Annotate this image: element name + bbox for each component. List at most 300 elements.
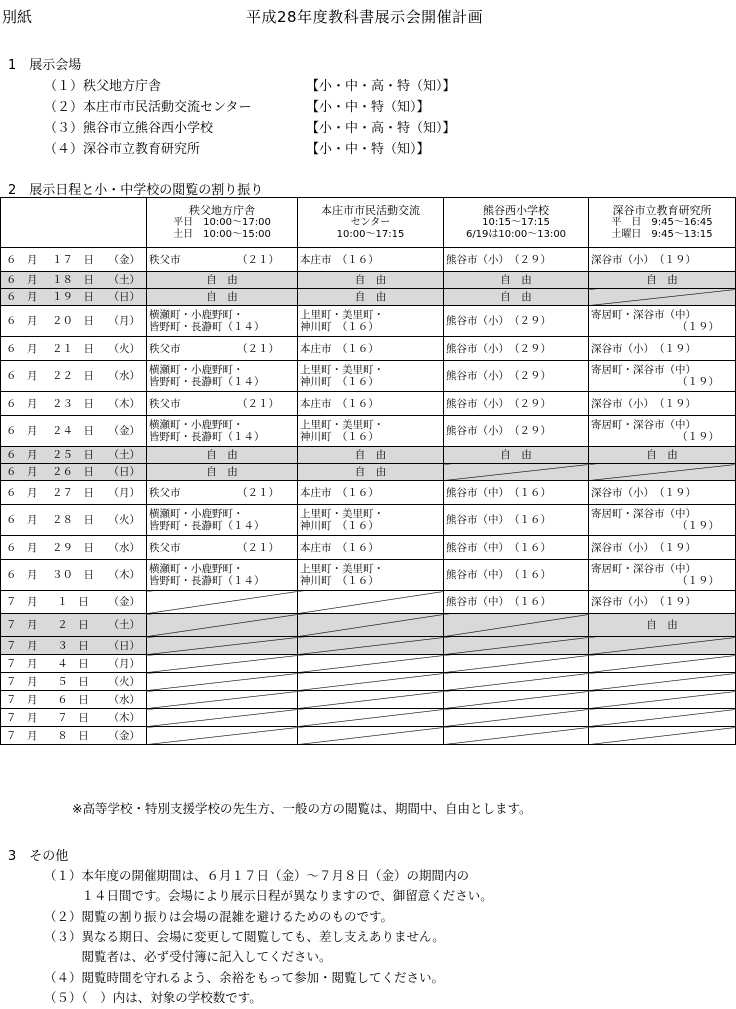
other-line: （５）（ ）内は、対象の学校数です。 — [44, 990, 262, 1005]
cell-kumagaya — [444, 361, 589, 392]
group-name: 上里町・美里町・ — [300, 364, 384, 376]
date-month: ７ 月 — [6, 619, 38, 631]
cell-closed — [444, 637, 589, 655]
cell-kumagaya — [444, 505, 589, 536]
cell-fukaya — [589, 361, 736, 392]
cell-fukaya — [589, 505, 736, 536]
cell-free: 自 由 — [444, 447, 589, 464]
cell-free: 自 由 — [589, 447, 736, 464]
header-venue — [298, 198, 444, 248]
date-weekday: （金） — [108, 729, 140, 742]
school-count: （１６） — [342, 541, 379, 554]
cell-honjo — [298, 560, 444, 591]
date-month: ６ 月 — [6, 397, 38, 410]
school-count: （１６） — [342, 321, 379, 333]
date-day: １ 日 — [57, 596, 89, 608]
cell-kumagaya — [444, 591, 589, 614]
date-weekday: （水） — [108, 693, 140, 706]
group-name: 神川町 — [300, 575, 332, 587]
school-count: （１６） — [342, 397, 379, 410]
cell-closed — [444, 464, 589, 481]
school-count: （１６） — [342, 253, 379, 266]
other-line: （４）閲覧時間を守れるよう、余裕をもって参加・閲覧してください。 — [44, 970, 445, 985]
cell-chichibu — [147, 306, 298, 337]
date-weekday: （水） — [108, 370, 140, 382]
table-row — [1, 637, 736, 655]
group-name: 寄居町・深谷市（中） — [591, 309, 696, 321]
cell-chichibu — [147, 416, 298, 447]
cell-honjo — [298, 505, 444, 536]
cell-fukaya — [589, 248, 736, 272]
date-cell — [1, 289, 147, 306]
group-name: 深谷市（小） — [591, 253, 649, 266]
header-corner — [1, 198, 147, 248]
header-venue-hours: 10:15～17:15 — [482, 216, 550, 228]
header-venue-name: 本庄市市民活動交流 — [321, 203, 420, 217]
cell-fukaya — [589, 337, 736, 361]
group-name: 横瀬町・小鹿野町・ — [149, 364, 244, 376]
header-venue-name: 熊谷西小学校 — [483, 203, 549, 217]
venue-tag: 【小・中・特（知）】 — [306, 100, 430, 115]
cell-honjo — [298, 306, 444, 337]
cell-free: 自 由 — [444, 289, 589, 306]
cell-closed — [589, 709, 736, 727]
date-day: ２２ 日 — [52, 370, 94, 382]
date-day: １９ 日 — [52, 291, 94, 303]
date-cell — [1, 536, 147, 560]
school-count: （２９） — [514, 342, 551, 355]
date-cell — [1, 655, 147, 673]
general-note: ※高等学校・特別支援学校の先生方、一般の方の閲覧は、期間中、自由とします。 — [72, 801, 532, 816]
section1-heading: 1 展示会場 — [8, 58, 82, 73]
school-count: （１６） — [514, 514, 551, 526]
cell-closed — [589, 289, 736, 306]
group-name: 深谷市（小） — [591, 397, 649, 410]
header-row — [1, 198, 736, 248]
cell-free: 自 由 — [298, 464, 444, 481]
group-name: 寄居町・深谷市（中） — [591, 563, 696, 575]
table-row — [1, 289, 736, 306]
group-name: 深谷市（小） — [591, 541, 649, 554]
group-name: 深谷市（小） — [591, 486, 649, 499]
group-name: 熊谷市（小） — [446, 425, 504, 437]
date-cell — [1, 560, 147, 591]
cell-honjo — [298, 337, 444, 361]
group-name: 上里町・美里町・ — [300, 309, 384, 321]
group-name: 横瀬町・小鹿野町・ — [149, 419, 244, 431]
date-day: １７ 日 — [52, 253, 94, 266]
school-count: （１６） — [342, 342, 379, 355]
date-weekday: （日） — [108, 291, 140, 303]
cell-kumagaya — [444, 337, 589, 361]
date-weekday: （金） — [108, 253, 140, 266]
table-row — [1, 614, 736, 637]
school-count: （１９） — [677, 376, 719, 388]
cell-closed — [147, 691, 298, 709]
date-cell — [1, 591, 147, 614]
cell-closed — [589, 673, 736, 691]
date-weekday: （土） — [108, 449, 140, 461]
cell-kumagaya — [444, 392, 589, 416]
group-name: 熊谷市（中） — [446, 541, 504, 554]
cell-closed — [298, 673, 444, 691]
group-name: 秩父市 — [149, 486, 181, 499]
table-row — [1, 337, 736, 361]
group-name: 神川町 — [300, 376, 332, 388]
cell-free: 自 由 — [298, 447, 444, 464]
table-row — [1, 505, 736, 536]
date-month: ６ 月 — [6, 425, 38, 437]
cell-closed — [298, 655, 444, 673]
venue-tag: 【小・中・特（知）】 — [306, 142, 430, 157]
cell-free: 自 由 — [589, 272, 736, 289]
school-count: （１６） — [514, 569, 551, 581]
date-weekday: （月） — [108, 657, 140, 670]
school-count: （２９） — [514, 425, 551, 437]
table-row — [1, 536, 736, 560]
group-name: 熊谷市（中） — [446, 514, 504, 526]
group-name: 皆野町・長瀞町（１４） — [149, 575, 265, 587]
date-weekday: （月） — [108, 486, 140, 499]
other-line: 閲覧者は、必ず受付簿に記入してください。 — [44, 949, 332, 964]
cell-closed — [589, 637, 736, 655]
cell-chichibu — [147, 560, 298, 591]
school-count: （２９） — [514, 253, 551, 266]
cell-honjo — [298, 361, 444, 392]
cell-kumagaya — [444, 560, 589, 591]
cell-fukaya — [589, 416, 736, 447]
venue-name: （１）秩父地方庁舎 — [44, 79, 162, 94]
date-day: ３ 日 — [57, 639, 89, 652]
date-cell — [1, 306, 147, 337]
date-cell — [1, 361, 147, 392]
date-weekday: （火） — [108, 342, 140, 355]
cell-fukaya — [589, 392, 736, 416]
group-name: 神川町 — [300, 321, 332, 333]
other-line: （１）本年度の開催期間は、６月１７日（金）～７月８日（金）の期間内の — [44, 868, 470, 883]
table-row — [1, 727, 736, 745]
venue-tag: 【小・中・高・特（知）】 — [306, 79, 456, 94]
cell-chichibu — [147, 392, 298, 416]
header-venue-name-cont: センター — [350, 216, 391, 228]
date-month: ７ 月 — [6, 729, 38, 742]
date-day: ７ 日 — [57, 711, 89, 724]
cell-closed — [298, 637, 444, 655]
date-weekday: （金） — [108, 596, 140, 608]
school-count: （２１） — [237, 397, 279, 410]
group-name: 熊谷市（中） — [446, 596, 504, 608]
group-name: 本庄市 — [300, 253, 332, 266]
cell-honjo — [298, 536, 444, 560]
header-venue-hours: 6/19は10:00～13:00 — [465, 228, 567, 240]
date-day: ６ 日 — [57, 693, 89, 706]
cell-closed — [298, 709, 444, 727]
date-weekday: （土） — [108, 274, 140, 286]
cell-honjo — [298, 248, 444, 272]
school-count: （２１） — [237, 253, 279, 266]
group-name: 神川町 — [300, 431, 332, 443]
school-count: （１６） — [514, 486, 551, 499]
table-row — [1, 464, 736, 481]
group-name: 寄居町・深谷市（中） — [591, 508, 696, 520]
cell-chichibu — [147, 337, 298, 361]
group-name: 熊谷市（小） — [446, 253, 504, 266]
venue-name: （２）本庄市市民活動交流センター — [44, 100, 252, 115]
cell-free: 自 由 — [147, 447, 298, 464]
date-month: ６ 月 — [6, 569, 38, 581]
cell-honjo — [298, 481, 444, 505]
date-weekday: （土） — [108, 619, 140, 631]
date-month: ６ 月 — [6, 315, 38, 327]
school-count: （２９） — [514, 397, 551, 410]
date-day: ２７ 日 — [52, 486, 94, 499]
date-weekday: （日） — [108, 466, 140, 478]
table-row — [1, 591, 736, 614]
cell-fukaya — [589, 536, 736, 560]
school-count: （１９） — [659, 342, 696, 355]
cell-closed — [589, 655, 736, 673]
table-row — [1, 673, 736, 691]
cell-closed — [147, 614, 298, 637]
school-count: （１６） — [514, 541, 551, 554]
cell-kumagaya — [444, 248, 589, 272]
cell-chichibu — [147, 481, 298, 505]
group-name: 上里町・美里町・ — [300, 419, 384, 431]
header-venue-hours: 10:00～17:15 — [336, 228, 405, 240]
date-cell — [1, 673, 147, 691]
cell-free: 自 由 — [147, 272, 298, 289]
header-venue — [589, 198, 736, 248]
group-name: 本庄市 — [300, 342, 332, 355]
date-weekday: （火） — [108, 675, 140, 688]
school-count: （１６） — [342, 575, 379, 587]
date-day: ２５ 日 — [52, 449, 94, 461]
other-line: （３）異なる期日、会場に変更して閲覧しても、差し支えありません。 — [44, 929, 445, 944]
cell-free: 自 由 — [298, 289, 444, 306]
date-month: ７ 月 — [6, 639, 38, 652]
cell-free: 自 由 — [589, 614, 736, 637]
date-day: ８ 日 — [57, 729, 89, 742]
cell-closed — [147, 637, 298, 655]
cell-closed — [147, 591, 298, 614]
date-day: ２６ 日 — [52, 466, 94, 478]
group-name: 本庄市 — [300, 397, 332, 410]
cell-free: 自 由 — [444, 272, 589, 289]
table-row — [1, 416, 736, 447]
group-name: 熊谷市（小） — [446, 397, 504, 410]
date-day: ２９ 日 — [52, 541, 94, 554]
date-weekday: （水） — [108, 541, 140, 554]
table-row — [1, 691, 736, 709]
venue-tag: 【小・中・高・特（知）】 — [306, 121, 456, 136]
cell-fukaya — [589, 560, 736, 591]
school-count: （１９） — [659, 541, 696, 554]
table-row — [1, 709, 736, 727]
cell-kumagaya — [444, 481, 589, 505]
date-month: ６ 月 — [6, 514, 38, 526]
date-month: ６ 月 — [6, 342, 38, 355]
group-name: 神川町 — [300, 520, 332, 532]
cell-closed — [298, 591, 444, 614]
header-venue-hours: 土日 10:00～15:00 — [173, 228, 271, 240]
schedule-table — [0, 197, 736, 745]
table-row — [1, 481, 736, 505]
cell-closed — [298, 691, 444, 709]
school-count: （１６） — [342, 486, 379, 499]
cell-fukaya — [589, 306, 736, 337]
document-title: 平成28年度教科書展示会開催計画 — [246, 8, 484, 26]
header-venue — [444, 198, 589, 248]
cell-closed — [589, 691, 736, 709]
cell-closed — [444, 709, 589, 727]
cell-closed — [147, 673, 298, 691]
date-day: ２３ 日 — [52, 397, 94, 410]
date-day: ４ 日 — [57, 657, 89, 670]
date-month: ７ 月 — [6, 711, 38, 724]
school-count: （２９） — [514, 315, 551, 327]
cell-closed — [444, 655, 589, 673]
date-weekday: （日） — [108, 639, 140, 652]
cell-kumagaya — [444, 536, 589, 560]
table-row — [1, 560, 736, 591]
table-row — [1, 248, 736, 272]
header-venue-hours: 平日 10:00～17:00 — [173, 216, 271, 228]
date-day: ２８ 日 — [52, 514, 94, 526]
date-cell — [1, 481, 147, 505]
cell-closed — [444, 691, 589, 709]
group-name: 熊谷市（小） — [446, 315, 504, 327]
group-name: 秩父市 — [149, 253, 181, 266]
date-weekday: （木） — [108, 711, 140, 724]
school-count: （２１） — [237, 486, 279, 499]
school-count: （１９） — [677, 321, 719, 333]
group-name: 皆野町・長瀞町（１４） — [149, 431, 265, 443]
school-count: （１９） — [659, 596, 696, 608]
cell-closed — [298, 614, 444, 637]
date-month: ６ 月 — [6, 370, 38, 382]
venue-name: （４）深谷市立教育研究所 — [44, 142, 201, 157]
date-cell — [1, 272, 147, 289]
cell-honjo — [298, 392, 444, 416]
group-name: 横瀬町・小鹿野町・ — [149, 563, 244, 575]
section3-heading: 3 その他 — [8, 849, 69, 864]
table-row — [1, 272, 736, 289]
group-name: 皆野町・長瀞町（１４） — [149, 520, 265, 532]
school-count: （１６） — [342, 520, 379, 532]
group-name: 熊谷市（中） — [446, 569, 504, 581]
group-name: 熊谷市（小） — [446, 370, 504, 382]
cell-closed — [444, 727, 589, 745]
date-cell — [1, 709, 147, 727]
date-cell — [1, 727, 147, 745]
group-name: 熊谷市（中） — [446, 486, 504, 499]
header-venue — [147, 198, 298, 248]
date-month: ６ 月 — [6, 541, 38, 554]
date-weekday: （木） — [108, 569, 140, 581]
school-count: （１９） — [677, 431, 719, 443]
date-day: ２ 日 — [57, 619, 89, 631]
school-count: （２９） — [514, 370, 551, 382]
header-venue-name: 深谷市立教育研究所 — [612, 203, 712, 217]
date-month: ６ 月 — [6, 486, 38, 499]
group-name: 秩父市 — [149, 342, 181, 355]
header-venue-hours: 平 日 9:45～16:45 — [611, 216, 713, 228]
date-cell — [1, 248, 147, 272]
cell-closed — [444, 673, 589, 691]
cell-kumagaya — [444, 306, 589, 337]
date-day: ２０ 日 — [52, 315, 94, 327]
document-label: 別紙 — [2, 8, 33, 26]
cell-closed — [589, 464, 736, 481]
date-month: ７ 月 — [6, 657, 38, 670]
date-day: ３０ 日 — [52, 569, 94, 581]
school-count: （１９） — [677, 520, 719, 532]
cell-chichibu — [147, 361, 298, 392]
group-name: 皆野町・長瀞町（１４） — [149, 321, 265, 333]
group-name: 深谷市（小） — [591, 596, 649, 608]
date-day: １８ 日 — [52, 274, 94, 286]
date-weekday: （金） — [108, 425, 140, 437]
school-count: （１９） — [677, 575, 719, 587]
group-name: 秩父市 — [149, 541, 181, 554]
school-count: （１９） — [659, 253, 696, 266]
date-cell — [1, 464, 147, 481]
date-cell — [1, 691, 147, 709]
date-cell — [1, 637, 147, 655]
school-count: （２１） — [237, 342, 279, 355]
table-row — [1, 392, 736, 416]
table-row — [1, 655, 736, 673]
cell-closed — [444, 614, 589, 637]
date-day: ２４ 日 — [52, 425, 94, 437]
date-month: ６ 月 — [6, 291, 38, 303]
date-cell — [1, 337, 147, 361]
date-month: ６ 月 — [6, 449, 38, 461]
group-name: 上里町・美里町・ — [300, 563, 384, 575]
group-name: 寄居町・深谷市（中） — [591, 419, 696, 431]
cell-kumagaya — [444, 416, 589, 447]
date-month: ６ 月 — [6, 253, 38, 266]
cell-closed — [147, 655, 298, 673]
group-name: 深谷市（小） — [591, 342, 649, 355]
date-weekday: （月） — [108, 315, 140, 327]
date-month: ７ 月 — [6, 596, 38, 608]
group-name: 横瀬町・小鹿野町・ — [149, 508, 244, 520]
date-cell — [1, 416, 147, 447]
date-day: ２１ 日 — [52, 342, 94, 355]
group-name: 本庄市 — [300, 541, 332, 554]
date-weekday: （火） — [108, 514, 140, 526]
table-row — [1, 306, 736, 337]
venue-name: （３）熊谷市立熊谷西小学校 — [44, 121, 214, 136]
other-line: （２）閲覧の割り振りは会場の混雑を避けるためのものです。 — [44, 909, 394, 924]
cell-closed — [298, 727, 444, 745]
date-day: ５ 日 — [57, 675, 89, 688]
date-month: ７ 月 — [6, 693, 38, 706]
group-name: 寄居町・深谷市（中） — [591, 364, 696, 376]
cell-chichibu — [147, 248, 298, 272]
cell-closed — [147, 727, 298, 745]
cell-chichibu — [147, 536, 298, 560]
group-name: 秩父市 — [149, 397, 181, 410]
school-count: （１６） — [514, 596, 551, 608]
date-weekday: （木） — [108, 397, 140, 410]
cell-fukaya — [589, 591, 736, 614]
school-count: （１９） — [659, 397, 696, 410]
group-name: 横瀬町・小鹿野町・ — [149, 309, 244, 321]
cell-chichibu — [147, 505, 298, 536]
header-venue-hours: 土曜日 9:45～13:15 — [611, 228, 713, 240]
